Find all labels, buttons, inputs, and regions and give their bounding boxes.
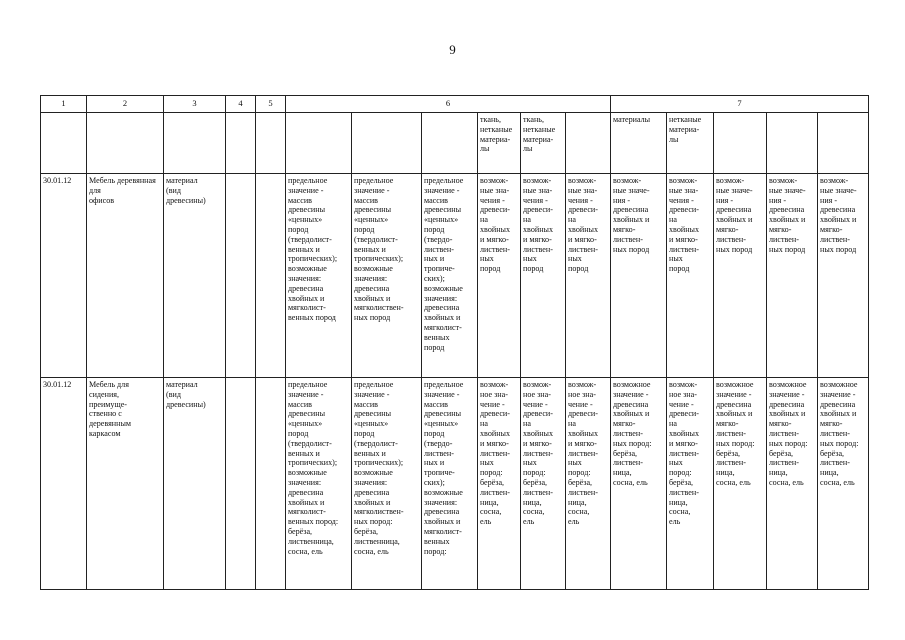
header-cell-1: 1 [41,96,87,113]
row-group6-value: предельное значение - массив древесины «ценных» пород (твердолист- венных и тропических); возможные значения: древесина хвойных и мягколист- венных пород [286,174,352,378]
row-group6-value: предельное значение - массив древесины «ценных» пород (твердолист- венных и тропических); возможные значения: древесина хвойных и мягколиствен- ных пород: берёза, лиственница, сосна, ель [352,378,422,590]
row-code: 30.01.12 [41,174,87,378]
subheader-group7-cell: нетканые материа- лы [667,113,714,174]
row-group6-value: возмож- ные зна- чения - древеси- на хвойных и мягко- листвен- ных пород [566,174,611,378]
subheader-group7-cell [714,113,767,174]
row-group6-value: возмож- ные зна- чения - древеси- на хвойных и мягко- листвен- ных пород [521,174,566,378]
header-cell-7: 7 [611,96,869,113]
row-group7-value: возможное значение - древесина хвойных и мягко- листвен- ных пород: берёза, листвен- ница, сосна, ель [767,378,818,590]
page-number: 9 [449,42,456,57]
row-characteristic: материал (вид древесины) [164,378,226,590]
subheader-group6-cell [352,113,422,174]
row-group7-value: возможное значение - древесина хвойных и мягко- листвен- ных пород: берёза, листвен- ница, сосна, ель [818,378,869,590]
subheader-group6-cell [422,113,478,174]
subheader-cell [226,113,256,174]
row-group7-value: возмож- ные зна- чения - древеси- на хвойных и мягко- листвен- ных пород [667,174,714,378]
subheader-group7-cell [818,113,869,174]
row-code: 30.01.12 [41,378,87,590]
subheader-group6-cell: ткань, нетканые материа- лы [478,113,521,174]
row-group6-value: возмож- ные зна- чения - древеси- на хвойных и мягко- листвен- ных пород [478,174,521,378]
subheader-group6-cell: ткань, нетканые материа- лы [521,113,566,174]
row-group7-value: возмож- ные значе- ния - древесина хвойных и мягко- листвен- ных пород [714,174,767,378]
header-number-row [41,96,869,113]
row-col5 [256,378,286,590]
table-row [41,174,869,378]
row-group6-value: предельное значение - массив древесины «ценных» пород (твердолист- венных и тропических); возможные значения: древесина хвойных и мягколиствен- ных пород [352,174,422,378]
header-cell-6: 6 [286,96,611,113]
row-group6-value: предельное значение - массив древесины «ценных» пород (твердо- листвен- ных и тропиче- ских); возможные значения: древесина хвойных и мягколист- венных пород: [422,378,478,590]
row-group6-value: возмож- ное зна- чение - древеси- на хвойных и мягко- листвен- ных пород: берёза, листвен- ница, сосна, ель [521,378,566,590]
row-group6-value: предельное значение - массив древесины «ценных» пород (твердо- листвен- ных и тропиче- ских); возможные значения: древесина хвойных и мягколист- венных пород [422,174,478,378]
row-group7-value: возможное значение - древесина хвойных и мягко- листвен- ных пород: берёза, листвен- ница, сосна, ель [611,378,667,590]
subheader-group7-cell [767,113,818,174]
subheader-group7-cell: материалы [611,113,667,174]
subheader-cell [41,113,87,174]
row-group6-value: возмож- ное зна- чение - древеси- на хвойных и мягко- листвен- ных пород: берёза, листвен- ница, сосна, ель [566,378,611,590]
row-characteristic: материал (вид древесины) [164,174,226,378]
header-cell-2: 2 [87,96,164,113]
row-product-name: Мебель для сидения, преимуще- ственно с деревянным каркасом [87,378,164,590]
row-group7-value: возмож- ные значе- ния - древесина хвойных и мягко- листвен- ных пород [767,174,818,378]
subheader-cell [87,113,164,174]
subheader-group6-cell [286,113,352,174]
row-group6-value: возмож- ное зна- чение - древеси- на хвойных и мягко- листвен- ных пород: берёза, листвен- ница, сосна, ель [478,378,521,590]
row-group7-value: возмож- ное зна- чение - древеси- на хвойных и мягко- листвен- ных пород: берёза, листвен- ница, сосна, ель [667,378,714,590]
row-group7-value: возмож- ные значе- ния - древесина хвойных и мягко- листвен- ных пород [818,174,869,378]
table-row [41,378,869,590]
header-cell-3: 3 [164,96,226,113]
row-col5 [256,174,286,378]
subheader-cell [256,113,286,174]
header-cell-5: 5 [256,96,286,113]
row-group7-value: возмож- ные значе- ния - древесина хвойных и мягко- листвен- ных пород [611,174,667,378]
row-col4 [226,378,256,590]
row-group7-value: возможное значение - древесина хвойных и мягко- листвен- ных пород: берёза, листвен- ница, сосна, ель [714,378,767,590]
row-group6-value: предельное значение - массив древесины «ценных» пород (твердолист- венных и тропических); возможные значения: древесина хвойных и мягколист- венных пород: берёза, лиственница, сосна, ель [286,378,352,590]
subheader-cell [164,113,226,174]
subheader-group6-cell [566,113,611,174]
subheader-row [41,113,869,174]
row-product-name: Мебель деревянная для офисов [87,174,164,378]
header-cell-4: 4 [226,96,256,113]
row-col4 [226,174,256,378]
specification-table [40,95,869,590]
